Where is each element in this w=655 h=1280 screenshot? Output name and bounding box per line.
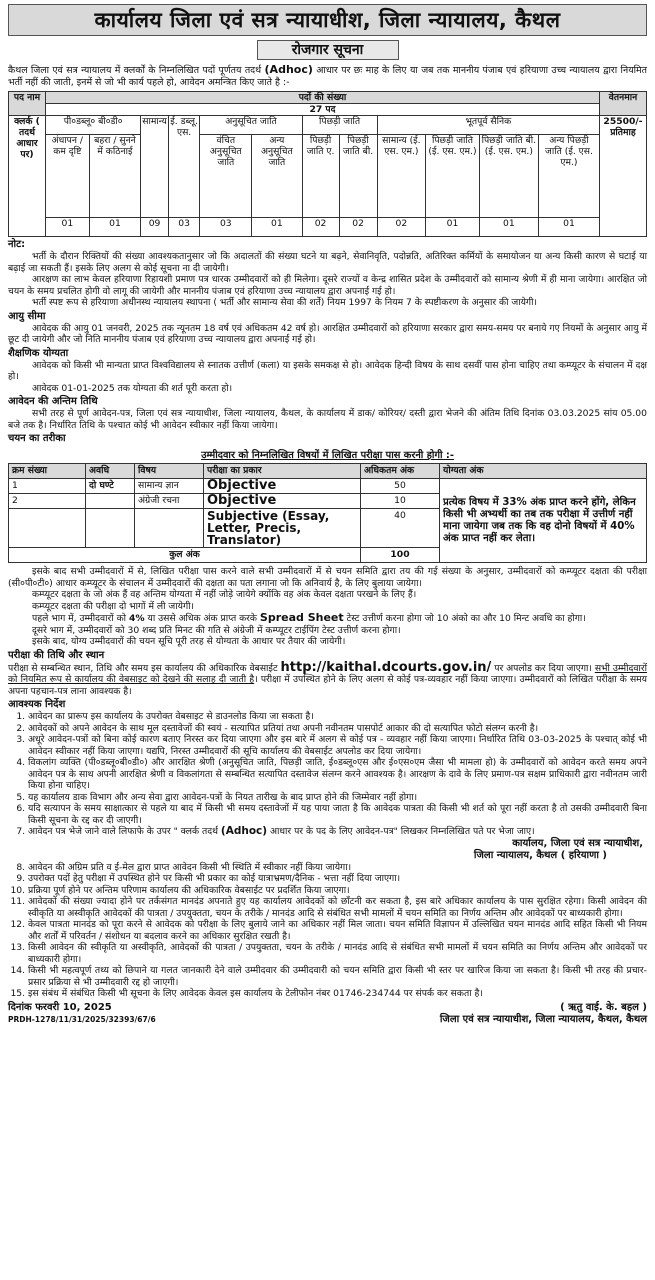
computer-p5: दूसरे भाग में, उम्मीदवारों को 30 शब्द प्रति मिनट की गति से अंग्रेजी में कम्प्यूटर टाईपिंग टेस्ट उत्तीर्ण करना होगा। [32,624,401,636]
group-sc: अनुसूचित जाति [200,116,302,135]
subcol-bc-b: पिछड़ी जाति बी. [339,135,377,218]
page-subtitle: रोजगार सूचना [257,40,399,60]
intro-adhoc: (Adhoc) [264,63,313,76]
list-item: 5. यह कार्यालय डाक विभाग और अन्य सेवा द्वारा आवेदन-पत्रों के नियत तारीख के बाद प्राप्त होने की जिम्मेवार नहीं होगा। [28,792,647,804]
address-line-1: कार्यालय, जिला एवं सत्र न्यायाधीश, [512,837,643,849]
count-cell: 01 [252,218,302,237]
subcol-esm-bc: पिछड़ी जाति (ई. एस. एम.) [426,135,480,218]
website-link[interactable]: http://kaithal.dcourts.gov.in/ [280,659,492,675]
group-ews: ई. डब्लू. एस. [168,116,200,218]
exam-header-marks: अधिकतम अंक [361,464,440,479]
exam-table-title: उम्मीदवार को निम्नलिखित विषयों में लिखित परीक्षा पास करनी होगी :- [201,450,454,461]
exam-type: Objective [204,494,361,509]
exam-duration [86,494,135,509]
list-item: 6. यदि सत्यापन के समय साक्षात्कार से पहले या बाद में किसी भी समय दस्तावेजों में यह पाया जाता है कि आवेदक पात्रता की किसी भी शर्त को पूरा नहीं करता है तो उसकी उम्मीदवारी बिना किसी सूचना के रद्द कर दी जाएगी। [28,803,647,826]
total-label: कुल अंक [9,548,361,563]
exam-type: Subjective (Essay, Letter, Precis, Translator) [204,509,361,548]
list-item [28,826,647,838]
item7-adhoc: (Adhoc) [220,825,268,837]
item7-before: आवेदन पत्र भेजे जाने वाले लिफाफे के उपर " क्लर्क तदर्थ [28,826,218,837]
signatory-name: ( ऋतु वाई. के. बहल ) [560,1001,647,1013]
pay-scale: 25500/- प्रतिमाह [600,116,647,237]
intro-paragraph [8,64,647,89]
exam-type: Objective [204,479,361,494]
exam-table [8,463,647,563]
list-item: 13. किसी आवेदन की स्वीकृति या अस्वीकृति, आवेदकों की पात्रता / उपयुक्तता, चयन के तरीके / मानदंड आदि से संबंधित सभी मामलों में चयन समिति का निर्णय अन्तिम और आवेदकों पर बाध्यकारी होगा। [28,942,647,965]
count-cell: 01 [426,218,480,237]
col-post-header: पद नाम [9,92,46,116]
age-text: आवेदक की आयु 01 जनवरी, 2025 तक न्यूनतम 18 वर्ष एवं अधिकतम 42 वर्ष हो। आरक्षित उम्मीदवारों को हरियाणा सरकार द्वारा समय-समय पर बनाये गए नियमों के अनुसार आयु में छूट दी जायेगी और जो निति माननीय पंजाब एवं हरियाणा उच्च न्यायालय द्वारा अपनाई गई हो। [8,322,647,345]
education-heading: शैक्षणिक योग्यता [8,347,69,359]
count-cell: 03 [200,218,252,237]
exam-subject: अंग्रेजी रचना [135,494,204,509]
publication-code: PRDH-1278/11/31/2025/32393/67/6 [8,1014,156,1024]
subcol-pwd-deaf: बहरा / सुनने में कठिनाई [89,135,141,218]
list-item: 10. प्रक्रिया पूर्ण होने पर अन्तिम परिणाम कार्यालय की अधिकारिक वेबसाईट पर प्रदर्शित किया जाएगा। [28,885,647,897]
exam-date-text [8,659,648,698]
exam-sr: 2 [9,494,86,509]
education-p2: आवेदक 01-01-2025 तक योग्यता की शर्त पूरी करता हो। [32,382,233,394]
p4-percent: 4% [128,613,145,624]
exam-marks: 10 [361,494,440,509]
subcol-esm-other: अन्य पिछड़ी जाति (ई. एस. एम.) [538,135,599,218]
list-item: 8. आवेदन की अग्रिम प्रति व ई-मेल द्वारा प्राप्त आवेदन किसी भी स्थिति में स्वीकार नहीं किया जायेगा। [28,862,647,874]
address-line-2: जिला न्यायालय, कैथल ( हरियाणा ) [473,849,607,861]
p4-mid: या उससे अधिक अंक प्राप्त करके [147,613,257,624]
exam-date-after: पर अपलोड कर दिया जाएगा। [494,662,592,674]
qualifying-note: प्रत्येक विषय में 33% अंक प्राप्त करने होंगे, लेकिन किसी भी अभ्यर्थी का तब तक परीक्षा में उत्तीर्ण नहीं माना जायेगा जब तक कि वह दोनो विषयों में 40% अंक प्राप्त नहीं कर लेता। [440,479,647,563]
item7-after: आधार पर के पद के लिए आवेदन-पत्र" लिखकर निम्नलिखित पते पर भेजा जाए। [269,826,535,837]
group-esm: भूतपूर्व सैनिक [377,116,599,135]
post-name: क्लर्क ( तदर्थ आधार पर) [9,116,46,237]
computer-p6: इसके बाद, योग्य उम्मीदवारों की चयन सूचि पूरी तरह से योग्यता के आधार पर तैयार की जायेगी। [32,636,346,647]
total-marks: 100 [361,548,440,563]
list-item: 1. आवेदन का प्रारूप इस कार्यालय के उपरोक्त वेबसाइट से डाउनलोड किया जा सकता है। [28,711,647,723]
footer-row-1 [8,1002,647,1014]
exam-row [9,479,647,494]
exam-subject: सामान्य ज्ञान [135,479,204,494]
p4-before: पहले भाग में, उम्मीदवारों को [32,613,127,624]
p4-spreadsheet: Spread Sheet [259,611,344,624]
subcol-sc-other: अन्य अनुसूचित जाति [252,135,302,218]
education-p1: आवेदक को किसी भी मान्यता प्राप्त विश्वविद्यालय से स्नातक उत्तीर्ण (कला) या इसके समकक्ष से हो। आवेदक हिन्दी विषय के साथ दसवीं पास होना चाहिए तथा कम्प्यूटर के संचालन में दक्ष हो। [8,359,647,382]
list-item: 9. उपरोक्त पदों हेतु परीक्षा में उपस्थित होने पर किसी भी प्रकार का कोई यात्राभ्रमण/दैनिक - भत्ता नहीं दिया जाएगा। [28,873,647,885]
last-date-text: सभी तरह से पूर्ण आवेदन-पत्र, जिला एवं सत्र न्यायाधीश, जिला न्यायालय, कैथल, के कार्यालय में डाक/ कोरियर/ दस्ती द्वारा भेजने की अंतिम तिथि दिनांक 03.03.2025 सांय 05.00 बजे तक है। निर्धारित तिथि के पश्चात कोई भी आवेदन स्वीकार नहीं किया जायेगा। [8,408,647,431]
list-item: 11. आवेदकों की संख्या ज्यादा होने पर तर्कसंगत मानदंड अपनाते हुए यह कार्यालय आवेदकों को छाँटनी कर सकता है, इस बारे अधिकार कार्यालय के पास सुरक्षित रहेगा। किसी आवेदन की स्वीकृति या अस्वीकृति आवेदकों की पात्रता / उपयुक्तता, चयन के तरीके / मानदंड आदि से संबंधित सभी मामलों में चयन समिति का निर्णय अन्तिम और आवेदकों पर बाध्यकारी होगा। [28,896,647,919]
exam-date-before: परीक्षा से सम्बन्धित स्थान, तिथि और समय इस कार्यालय की अधिकारिक वेबसाईट [8,662,278,674]
count-cell: 02 [302,218,339,237]
exam-duration: दो घण्टे [86,479,135,494]
exam-marks: 40 [361,509,440,548]
directions-heading: आवश्यक निर्देश [8,699,66,710]
count-cell: 09 [141,218,169,237]
selection-heading: चयन का तरीका [8,433,66,444]
exam-date-heading: परीक्षा की तिथि और स्थान [8,649,105,661]
count-cell: 01 [46,218,90,237]
count-cell: 01 [89,218,141,237]
list-item: 2. आवेदकों को अपने आवेदन के साथ मूल दस्तावेजों की स्वयं - सत्यापित प्रतियां तथा अपनी नवीनतम पासपोर्ट आकार की दो सत्यापित फोटो संलग्न करनी है। [28,723,647,735]
exam-date-underlined: सभी उम्मीदवारों को नियमित रूप से कार्यालय की वेबसाइट को देखने की सलाह दी जाती है [8,662,647,685]
note-p3: भर्ती स्पष्ट रूप से हरियाणा अधीनस्थ न्यायालय स्थापना ( भर्ती और सामान्य सेवा की शर्ते) नियम 1997 के नियम 7 के स्पष्टीकरण के अनुसार की जायेगी। [32,297,537,308]
count-cell: 03 [168,218,200,237]
last-date-heading: आवेदन की अन्तिम तिथि [8,396,98,407]
exam-sr [9,509,86,548]
list-item: 12. केवल पात्रता मानदंड को पूरा करने से आवेदक को परीक्षा के लिए बुलाये जाने का अधिकार नहीं मिल जाता। चयन समिति विज्ञापन में उल्लिखित चयन मानदंड आदि सहित किसी भी नियम और शर्तों में परिवर्तन / संशोधन या बदलाव करने का अधिकार सुरक्षित रखती है। [28,919,647,942]
subcol-sc-deprived: वंचित अनुसूचित जाति [200,135,252,218]
p4-after: टेस्ट उत्तीर्ण करना होगा जो 10 अंको का और 10 मिन्ट अवधि का होगा। [346,613,586,624]
col-count-header: पदों की संख्या [46,92,600,104]
note-p2: आरक्षण का लाभ केवल हरियाणा रिहायशी प्रमाण पत्र धारक उम्मीदवारों को ही मिलेगा। दूसरे राज्यों व केन्द्र शासित प्रदेश के उम्मीदवारों को सामान्य श्रेणी में ही माना जायेगा। आरक्षित जो चयन के समय प्रचलित होगी वो लागू की जायेगी और माननीय पंजाब एवं हरियाणा उच्च न्यायालय द्वारा अपनाई गई हो। [8,274,647,297]
intro-before: कैथल जिला एवं सत्र न्यायालय में क्लर्कों के निम्नलिखित पदों पूर्णतय तदर्थ [8,65,262,76]
posts-table [8,91,647,237]
subcol-bc-a: पिछड़ी जाति ए. [302,135,339,218]
exam-header-type: परीक्षा का प्रकार [204,464,361,479]
exam-header-qualifying: योग्यता अंक [440,464,647,479]
directions-list-b [8,862,647,1000]
exam-subject [135,509,204,548]
exam-date-rest: । परीक्षा में उपस्थित होने के लिए अलग से कोई पत्र-व्यवहार नहीं किया जाएगा। उम्मीदवारों को लिखित परीक्षा के समय अपना पहचान-पत्र लाना आवश्यक है। [8,674,648,697]
note-heading: नोट: [8,239,26,250]
total-posts: 27 पद [46,104,600,116]
subcol-esm-bcb: पिछड़ी जाति बी. (ई. एस. एम.) [479,135,538,218]
computer-p1: इसके बाद सभी उम्मीदवारों में से, लिखित परीक्षा पास करने वाले सभी उम्मीदवारों में से चयन समिति द्वारा तय की गई संख्या के अनुसार, उम्मीदवारों को कम्प्यूटर दक्षता की परीक्षा (सी०पी०टी०) आधार कम्प्यूटर के संचालन में उम्मीदवारों की दक्षता का पता लगाना जो कि अनिवार्य है, के लिए बुलाया जायेगा। [8,566,647,589]
count-cell: 02 [377,218,426,237]
notice-date: दिनांक फरवरी 10, 2025 [8,1001,112,1013]
col-pay-header: वेतनमान [600,92,647,116]
computer-p3: कम्प्यूटर दक्षता की परीक्षा दो भागों में ली जायेगी। [32,600,194,612]
count-cell: 01 [538,218,599,237]
intro-after: आधार पर छः माह के लिए या जब तक माननीय पंजाब एवं हरियाणा उच्च न्यायालय द्वारा नियमित भर्ती नहीं की जाती, इनमें से जो भी कार्य पहले हो, आवेदन अमन्त्रित किए जाते है :- [8,65,648,88]
group-bc: पिछड़ी जाति [302,116,377,135]
signatory-designation: जिला एवं सत्र न्यायाधीश, जिला न्यायालय, कैथल, कैथल [439,1013,647,1025]
footer-row-2 [8,1014,647,1026]
exam-header-sr: क्रम संख्या [9,464,86,479]
exam-header-duration: अवधि [86,464,135,479]
list-item: 3. अधूरे आवेदन-पत्रों को बिना कोई कारण बताए निरस्त कर दिया जाएगा और इस बारे में अलग से कोई पत्र - व्यवहार नहीं किया जाएगा। निर्धारित तिथि 03-03-2025 के पश्चात् कोई भी आवेदन स्वीकार नहीं किया जाएगा। यद्यपि, निरस्त उम्मीदवारों की सूचि कार्यालय की वेबसाईट अपलोड कर दिया जायेगा। [28,734,647,757]
directions-list-a [8,711,647,838]
page-title: कार्यालय जिला एवं सत्र न्यायाधीश, जिला न्यायालय, कैथल [8,4,647,36]
age-heading: आयु सीमा [8,310,46,322]
computer-p4 [8,612,647,625]
computer-p2: कम्प्यूटर दक्षता के जो अंक हैं वह अन्तिम योग्यता में नहीं जोड़े जायेगे क्योंकि वह अंक केवल दक्षता परखने के लिए हैं। [32,589,417,600]
count-cell: 02 [339,218,377,237]
note-p1: भर्ती के दौरान रिक्तियों की संख्या आवश्यकतानुसार जो कि अदालतों की संख्या घटने या बढ़ने, सेवानिवृति, पदोन्नति, अतिरिक्त कर्मियों के समायोजन या अन्य किसी कारण से घटाई या बढ़ाई जा सकती हैं। इसके लिए अलग से कोई सूचना ना दी जायेगी। [8,251,647,274]
subcol-pwd-blind: अंधापन / कम दृष्टि [46,135,90,218]
list-item: 14. किसी भी महत्वपूर्ण तथ्य को छिपाने या गलत जानकारी देने वाले उम्मीदवार की उम्मीदवारी को चयन समिति द्वारा किसी भी स्तर पर खारिज किया जा सकता है। किसी भी तरह की प्रचार-प्रसार प्रक्रिया से भी उम्मीदवारी रद्द हो जाएगी। [28,965,647,988]
subcol-esm-general: सामान्य (ई. एस. एम.) [377,135,426,218]
exam-duration [86,509,135,548]
exam-marks: 50 [361,479,440,494]
list-item: 15. इस संबंध में संबंधित किसी भी सूचना के लिए आवेदक केवल इस कार्यालय के टेलीफोन नंबर 01746-234744 पर संपर्क कर सकता है। [28,988,647,1000]
count-cell: 01 [479,218,538,237]
group-pwd: पी०डब्लू० बी०डी० [46,116,141,135]
list-item: 4. विकलांग व्यक्ति (पी०डब्लू०बी०डी०) और आरक्षित श्रेणी (अनुसूचित जाति, पिछड़ी जाति, ई०डब्लू०एस और ई०एस०एम जैसा भी मामला हो) के उम्मीदवारों को आवेदन करते समय अपने आवेदन पत्र के साथ अपनी आरक्षित श्रेणी व विकलांगता से सम्बन्धित सत्यापित दस्तावेज संलग्न करने आवश्यक है। आरक्षण के दावे के लिए प्रमाण-पत्र सक्षम प्राधिकारी द्वारा नवीनतम जारी किया होना चाहिए। [28,757,647,792]
exam-header-subject: विषय [135,464,204,479]
group-general: सामान्य [141,116,169,218]
exam-sr: 1 [9,479,86,494]
